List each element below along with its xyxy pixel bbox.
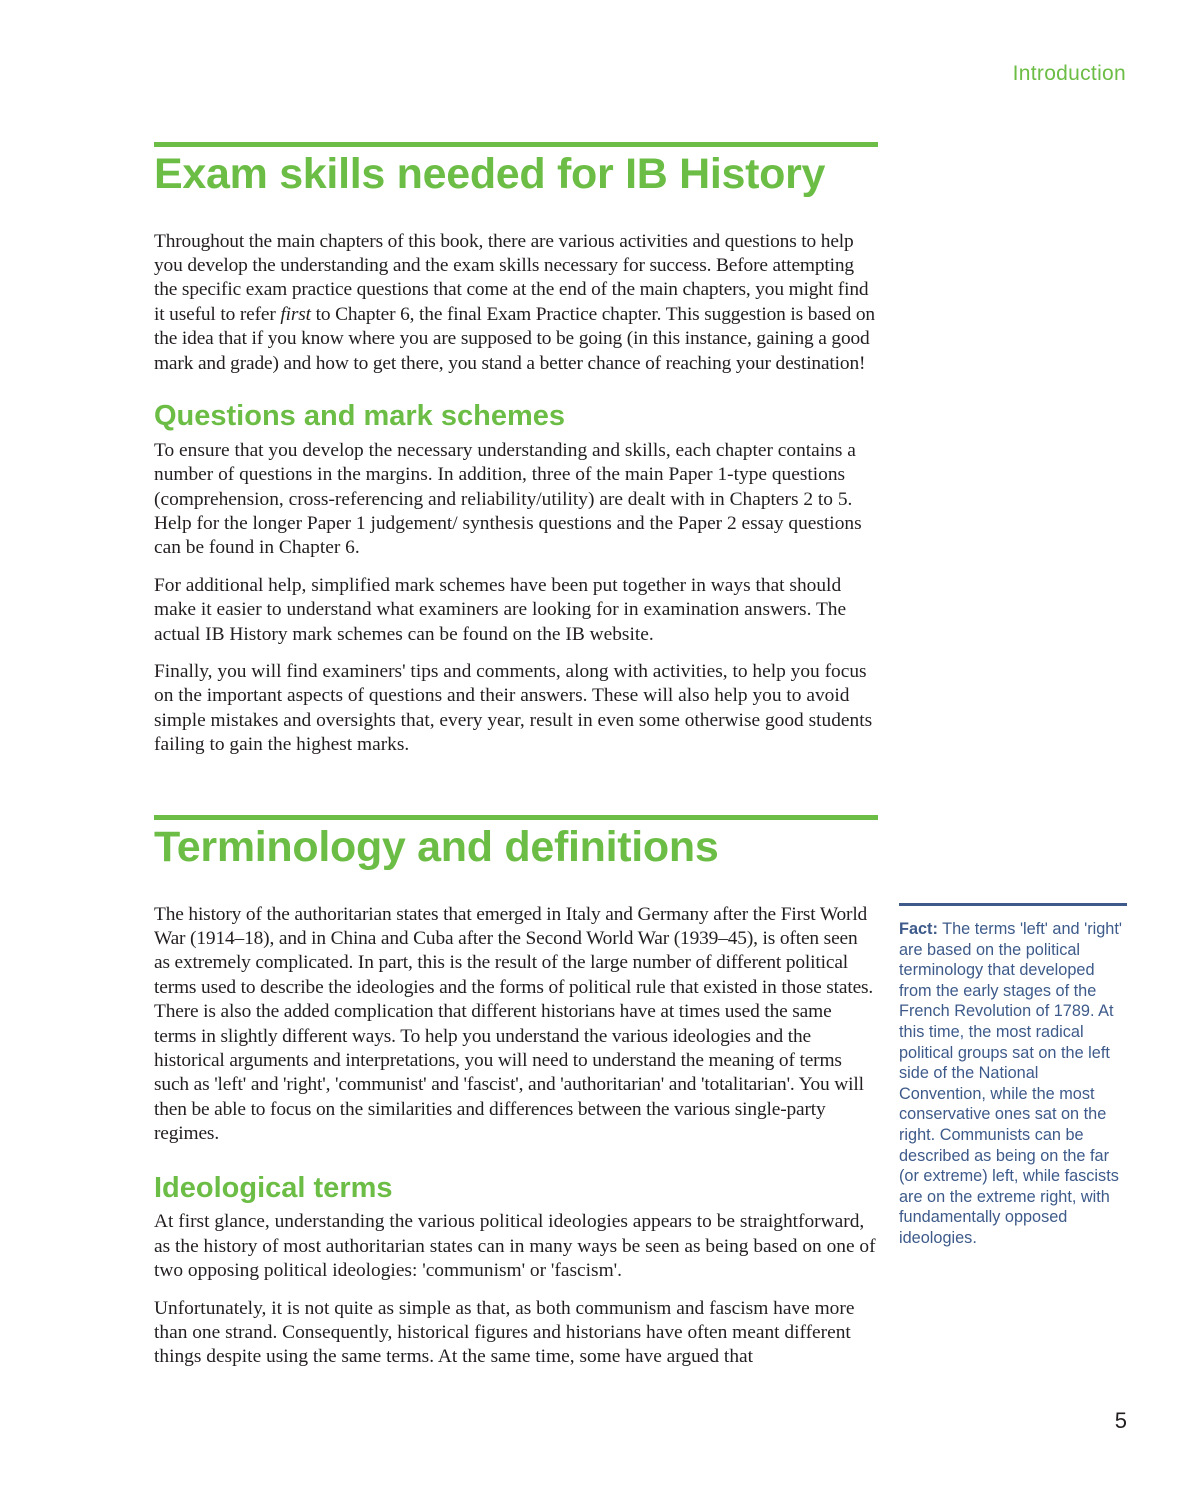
running-head: Introduction (1012, 62, 1126, 85)
intro-paragraph (154, 230, 878, 376)
fact-text: The terms 'left' and 'right' are based on the political terminology that developed from the early stages of the French Revolution of 1789. At this time, the most radical political groups sat on the left side of the National Convention, while the most conservative ones sat on the right. Communists can be described as being on the far (or extreme) left, while fascists are on the extreme right, with fundamentally opposed ideologies. (899, 920, 1122, 1247)
section-title: Exam skills needed for IB History (154, 150, 826, 198)
fact-sidebar (899, 903, 1127, 1249)
emphasis-first: first (280, 303, 311, 325)
paragraph-terminology-intro: The history of the authoritarian states that emerged in Italy and Germany after the First World War (1914–18), and in China and Cuba after the Second World War (1939–45), is often seen as extremely complicated. In part, this is the result of the large number of different political terms used to describe the ideologies and the forms of political rule that existed in those states. There is also the added complication that different historians have at times used the same terms in slightly different ways. To help you understand the various ideologies and the historical arguments and interpretations, you will need to understand the meaning of terms such as 'left' and 'right', 'communist' and 'fascist', and 'authoritarian' and 'totalitarian'. You will then be able to focus on the similarities and differences between the various single-party regimes. (154, 903, 874, 1145)
paragraph-strands: Unfortunately, it is not quite as simple as that, as both communism and fascism have more than one strand. Consequently, historical figures and historians have often meant different things despite using the same terms. At the same time, some have argued that (154, 1297, 855, 1368)
page-number: 5 (1114, 1408, 1127, 1433)
intro-text-start: Throughout the main chapters of this book, there are various activities and questions to help you develop the understanding and the exam skills necessary for success. Before attempting the specific exam practice questions that come at the end of the main chapters, you might find it useful to refer (154, 230, 869, 325)
section-rule (154, 815, 878, 820)
section-rule (154, 142, 878, 147)
paragraph-ideologies: At first glance, understanding the various political ideologies appears to be straightforward, as the history of most authoritarian states can in many ways be seen as being based on one of two opposing political ideologies: 'communism' or 'fascism'. (154, 1211, 876, 1282)
paragraph-questions: To ensure that you develop the necessary understanding and skills, each chapter contains a number of questions in the margins. In addition, three of the main Paper 1-type questions (comprehension, cross-referencing and reliability/utility) are dealt with in Chapters 2 to 5. Help for the longer Paper 1 judgement/ synthesis questions and the Paper 2 essay questions can be found in Chapter 6. (154, 439, 862, 559)
intro-text-end: to Chapter 6, the final Exam Practice chapter. This suggestion is based on the idea that if you know where you are supposed to be going (in this instance, gaining a good mark and grade) and how to get there, you stand a better chance of reaching your destination! (154, 303, 875, 374)
subheading-ideological-terms: Ideological terms (154, 1171, 393, 1204)
section-title: Terminology and definitions (154, 823, 719, 871)
paragraph-mark-schemes: For additional help, simplified mark schemes have been put together in ways that should make it easier to understand what examiners are looking for in examination answers. The actual IB History mark schemes can be found on the IB website. (154, 574, 847, 645)
paragraph-examiner-tips: Finally, you will find examiners' tips and comments, along with activities, to help you focus on the important aspects of questions and their answers. These will also help you to avoid simple mistakes and oversights that, every year, result in even some otherwise good students failing to gain the highest marks. (154, 661, 873, 756)
section-exam-skills (154, 142, 878, 758)
fact-label: Fact: (899, 920, 938, 938)
section-terminology (154, 815, 878, 1370)
subheading-questions: Questions and mark schemes (154, 400, 565, 433)
